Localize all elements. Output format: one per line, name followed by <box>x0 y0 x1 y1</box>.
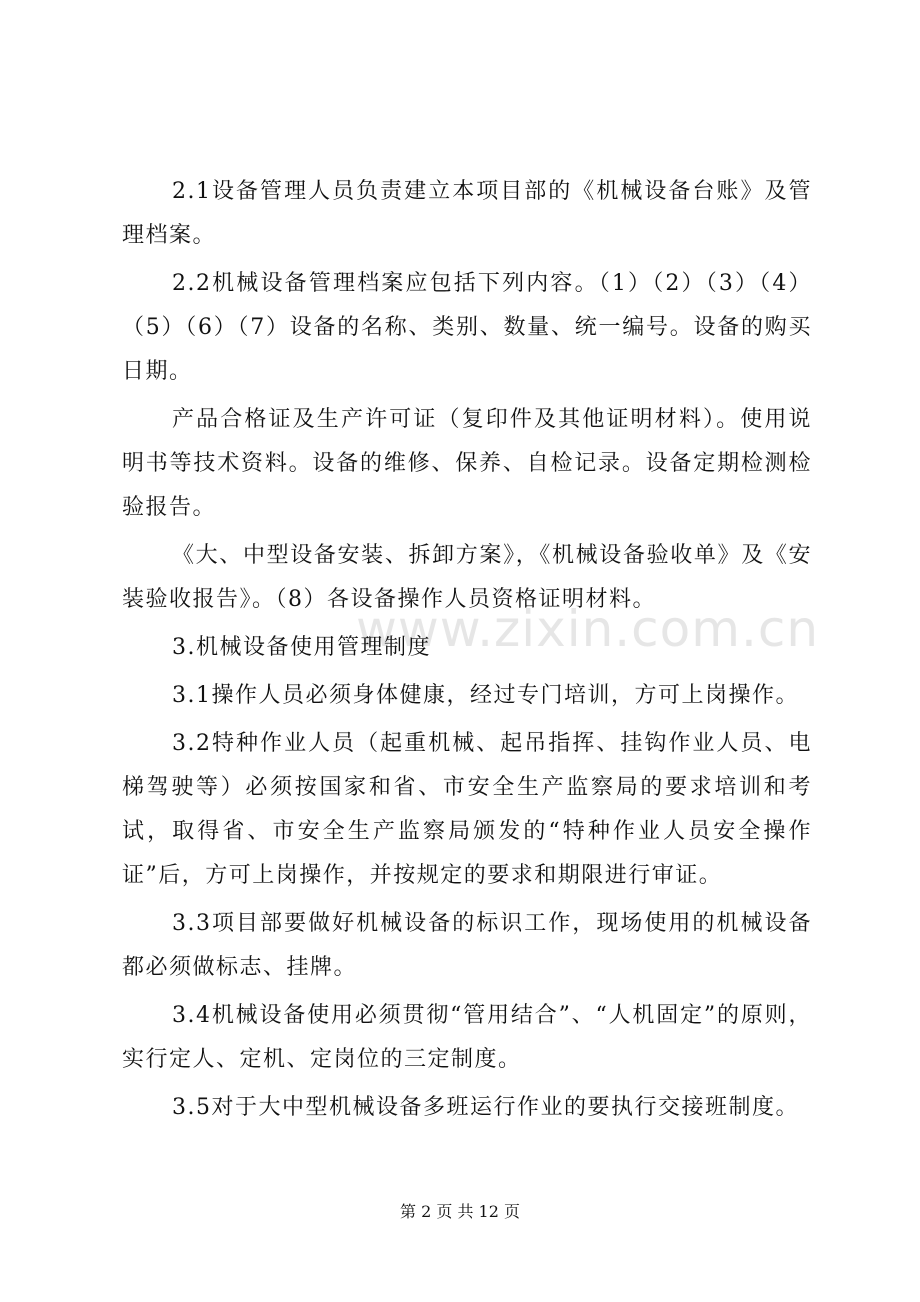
paragraph-certificates: 产品合格证及生产许可证（复印件及其他证明材料）。使用说明书等技术资料。设备的维修、保养、自检记录。设备定期检测检验报告。 <box>122 407 812 520</box>
watermark: www.zixin.com.cn <box>356 600 820 658</box>
paragraph-2-2: 2.2机械设备管理档案应包括下列内容。（1）（2）（3）（4）（5）（6）（7）设备的名称、类别、数量、统一编号。设备的购买日期。 <box>122 271 812 384</box>
paragraph-2-1: 2.1设备管理人员负责建立本项目部的《机械设备台账》及管理档案。 <box>122 179 812 248</box>
paragraph-3-4: 3.4机械设备使用必须贯彻“管用结合”、“人机固定”的原则，实行定人、定机、定岗位的三定制度。 <box>122 1003 812 1072</box>
paragraph-installation: 《大、中型设备安装、拆卸方案》，《机械设备验收单》及《安装验收报告》。（8）各设备操作人员资格证明材料。 <box>122 543 812 612</box>
paragraph-3-3: 3.3项目部要做好机械设备的标识工作，现场使用的机械设备都必须做标志、挂牌。 <box>122 911 812 980</box>
paragraph-3-1: 3.1操作人员必须身体健康，经过专门培训，方可上岗操作。 <box>172 683 799 708</box>
paragraph-3-5: 3.5对于大中型机械设备多班运行作业的要执行交接班制度。 <box>172 1095 799 1120</box>
document-body <box>122 170 812 1134</box>
section-heading-3: 3.机械设备使用管理制度 <box>172 635 431 660</box>
paragraph-3-2: 3.2特种作业人员（起重机械、起吊指挥、挂钩作业人员、电梯驾驶等）必须按国家和省、市安全生产监察局的要求培训和考试，取得省、市安全生产监察局颁发的“特种作业人员安全操作证”后，方可上岗操作，并按规定的要求和期限进行审证。 <box>122 731 812 888</box>
page-footer: 第 2 页 共 12 页 <box>400 1202 520 1221</box>
